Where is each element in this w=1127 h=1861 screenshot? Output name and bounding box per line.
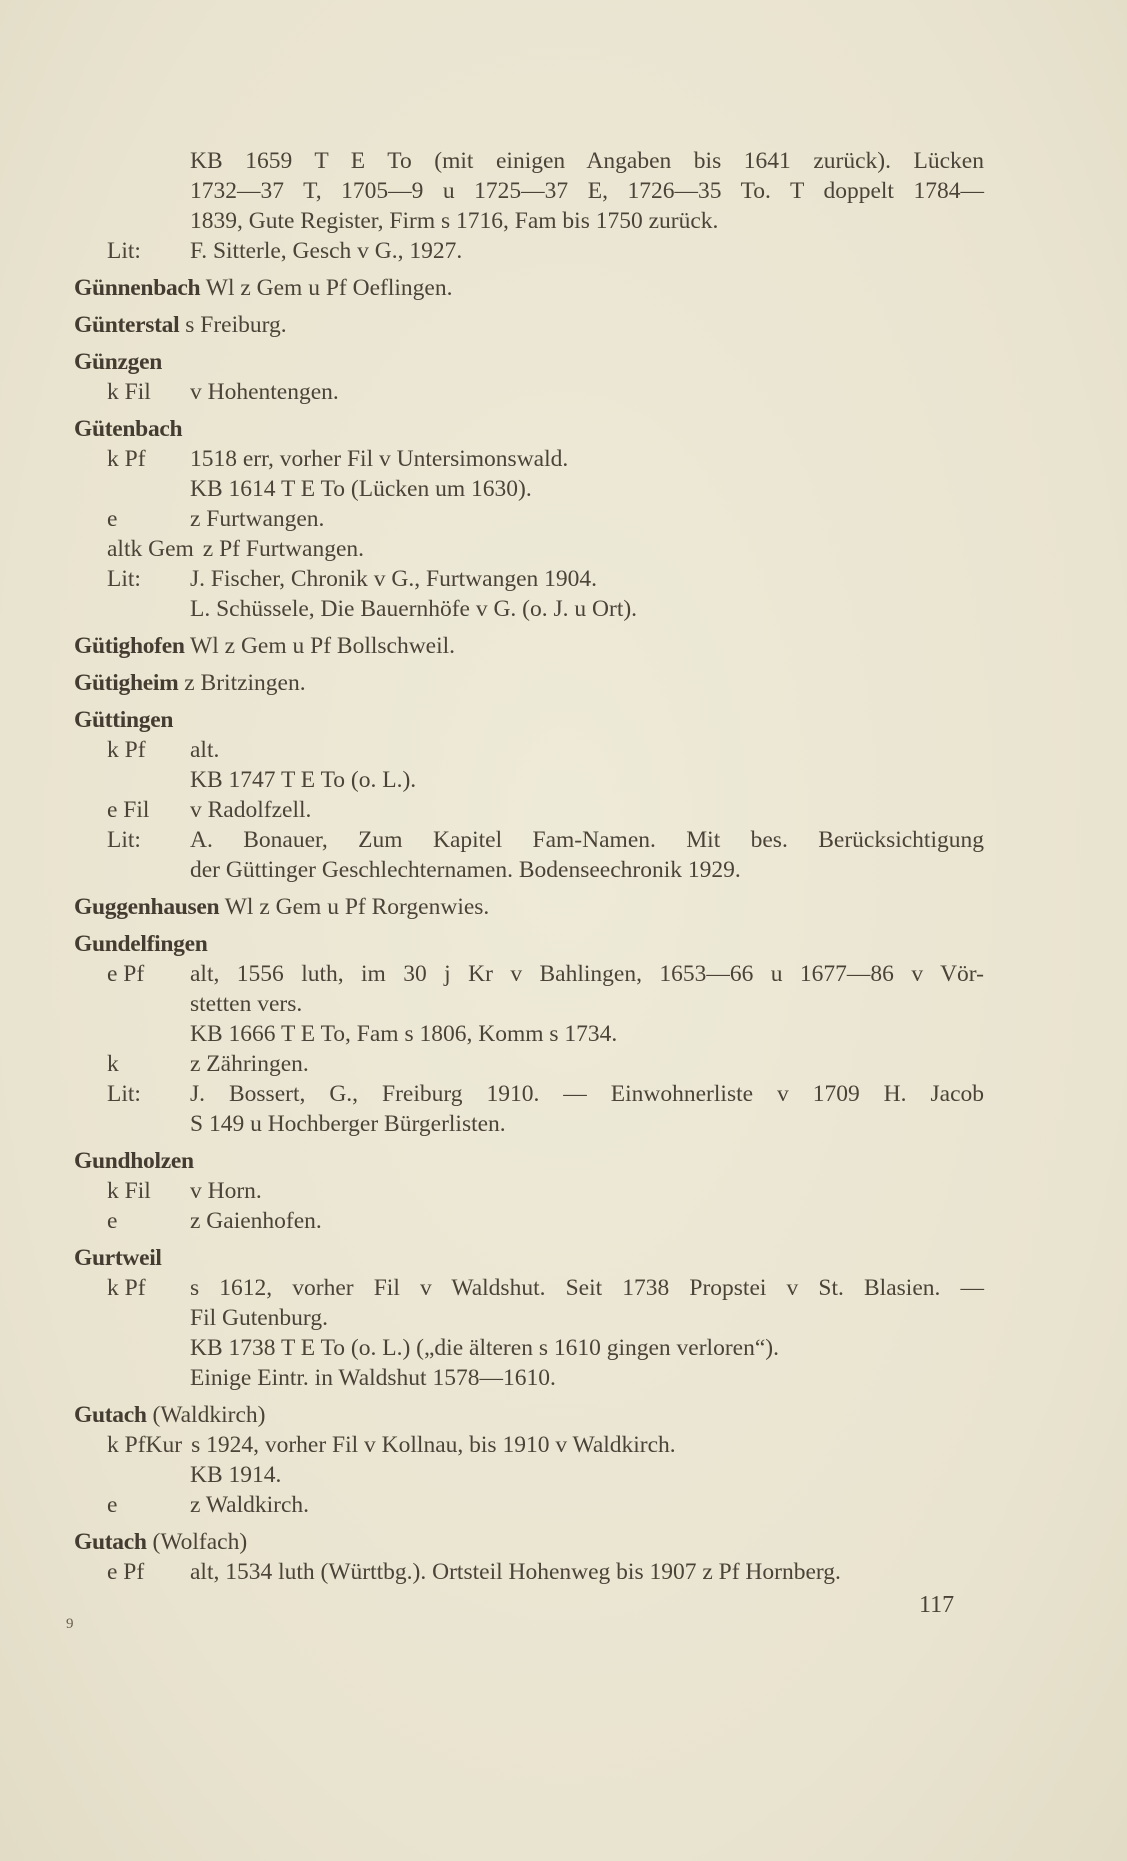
entry-line xyxy=(74,1333,984,1363)
entry-line xyxy=(74,1019,984,1049)
entry-line xyxy=(74,1109,984,1139)
entry-line xyxy=(74,504,984,534)
row-label: k Pf xyxy=(107,1275,146,1301)
row-text: KB 1914. xyxy=(190,1462,282,1488)
row-label: k xyxy=(107,1051,119,1077)
entry-note: (Wolfach) xyxy=(146,1529,248,1555)
entry-heading xyxy=(74,668,984,698)
row-label: k Fil xyxy=(107,379,151,405)
entry-note: Wl z Gem u Pf Bollschweil. xyxy=(184,633,456,659)
row-label: e Pf xyxy=(107,1559,145,1585)
entry-line xyxy=(74,795,984,825)
row-text: stetten vers. xyxy=(190,991,303,1017)
entry-line xyxy=(74,1460,984,1490)
entry-line xyxy=(74,1557,984,1587)
row-text: s 1612, vorher Fil v Waldshut. Seit 1738 Propstei v St. Blasien. — xyxy=(190,1275,984,1301)
entry-note: Wl z Gem u Pf Rorgenwies. xyxy=(219,894,490,920)
row-text: KB 1738 T E To (o. L.) („die älteren s 1610 gingen verloren“). xyxy=(190,1335,779,1361)
entry-line xyxy=(74,1363,984,1393)
row-text: KB 1747 T E To (o. L.). xyxy=(190,767,417,793)
entry-line xyxy=(74,236,984,266)
entry-line xyxy=(74,765,984,795)
row-label: Lit: xyxy=(107,1081,141,1107)
page-number: 117 xyxy=(919,1592,955,1618)
row-label: Lit: xyxy=(107,827,141,853)
row-text: L. Schüssele, Die Bauernhöfe v G. (o. J. u Ort). xyxy=(190,596,638,622)
row-text: z Furtwangen. xyxy=(190,506,325,532)
entry-note: Wl z Gem u Pf Oeflingen. xyxy=(200,275,453,301)
entry-line xyxy=(74,534,984,564)
entry-heading xyxy=(74,705,984,735)
row-text: KB 1666 T E To, Fam s 1806, Komm s 1734. xyxy=(190,1021,618,1047)
place-name: Gundelfingen xyxy=(74,931,208,957)
row-text: z Gaienhofen. xyxy=(190,1208,322,1234)
entry xyxy=(74,414,984,624)
entry xyxy=(74,347,984,407)
row-text: alt, 1556 luth, im 30 j Kr v Bahlingen, 1653—66 u 1677—86 v Vör- xyxy=(190,961,984,987)
entry xyxy=(74,1243,984,1393)
entry-line xyxy=(74,989,984,1019)
row-label: k Pf xyxy=(107,737,146,763)
row-text: J. Fischer, Chronik v G., Furtwangen 1904. xyxy=(190,566,598,592)
row-text: F. Sitterle, Gesch v G., 1927. xyxy=(190,238,463,264)
entry-line xyxy=(74,1176,984,1206)
entry-line xyxy=(74,377,984,407)
place-name: Günterstal xyxy=(74,312,180,338)
row-label: Lit: xyxy=(107,238,141,264)
row-label: e xyxy=(107,506,118,532)
entry-line xyxy=(74,1273,984,1303)
entry-line xyxy=(74,1049,984,1079)
place-name: Gutach xyxy=(74,1529,147,1555)
place-name: Gütigheim xyxy=(74,670,179,696)
row-text: der Güttinger Geschlechternamen. Bodenseechronik 1929. xyxy=(190,857,741,883)
place-name: Gundholzen xyxy=(74,1148,194,1174)
row-label: e Pf xyxy=(107,961,145,987)
entry-line xyxy=(74,1303,984,1333)
row-label: Lit: xyxy=(107,566,141,592)
row-text: 1839, Gute Register, Firm s 1716, Fam bis 1750 zurück. xyxy=(190,208,719,234)
entry-note: (Waldkirch) xyxy=(146,1402,266,1428)
entry xyxy=(74,146,984,266)
entry-note: s Freiburg. xyxy=(179,312,287,338)
entry-line xyxy=(74,1206,984,1236)
entry-line xyxy=(74,146,984,176)
entry-heading xyxy=(74,1243,984,1273)
entry-heading xyxy=(74,273,984,303)
entry-heading xyxy=(74,631,984,661)
row-text: KB 1614 T E To (Lücken um 1630). xyxy=(190,476,532,502)
entry-heading xyxy=(74,1146,984,1176)
row-label: k PfKur xyxy=(107,1432,183,1458)
row-text: Fil Gutenburg. xyxy=(190,1305,328,1331)
row-text: KB 1659 T E To (mit einigen Angaben bis 1641 zurück). Lücken xyxy=(190,148,984,174)
row-label: e xyxy=(107,1208,118,1234)
entry-line xyxy=(74,176,984,206)
row-text: J. Bossert, G., Freiburg 1910. — Einwohnerliste v 1709 H. Jacob xyxy=(190,1081,984,1107)
row-text: Einige Eintr. in Waldshut 1578—1610. xyxy=(190,1365,556,1391)
entry-line xyxy=(74,735,984,765)
entry xyxy=(74,1527,984,1587)
row-text: 1732—37 T, 1705—9 u 1725—37 E, 1726—35 To. T doppelt 1784— xyxy=(190,178,984,204)
entry-line xyxy=(74,1490,984,1520)
entry-line xyxy=(74,855,984,885)
entry-line xyxy=(74,1079,984,1109)
row-text: v Hohentengen. xyxy=(190,379,339,405)
entry-heading xyxy=(74,1400,984,1430)
place-name: Günnenbach xyxy=(74,275,201,301)
entry xyxy=(74,705,984,885)
entry-line xyxy=(74,825,984,855)
entry xyxy=(74,929,984,1139)
entry-heading xyxy=(74,414,984,444)
entry xyxy=(74,273,984,303)
entry-line xyxy=(74,594,984,624)
entry-note: z Britzingen. xyxy=(178,670,306,696)
gazetteer-entries xyxy=(74,146,984,1587)
corner-mark: 9 xyxy=(66,1616,74,1632)
entry-heading xyxy=(74,892,984,922)
entry xyxy=(74,631,984,661)
entry-line xyxy=(74,474,984,504)
place-name: Gütenbach xyxy=(74,416,183,442)
entry-line xyxy=(74,206,984,236)
row-label: e Fil xyxy=(107,797,150,823)
entry-heading xyxy=(74,1527,984,1557)
row-text: A. Bonauer, Zum Kapitel Fam-Namen. Mit bes. Berücksichtigung xyxy=(190,827,984,853)
row-text: v Horn. xyxy=(190,1178,262,1204)
row-text: z Zähringen. xyxy=(190,1051,309,1077)
row-text: z Pf Furtwangen. xyxy=(202,536,365,562)
row-label: altk Gem xyxy=(107,536,194,562)
row-label xyxy=(107,146,190,176)
entry-line xyxy=(74,959,984,989)
row-label: e xyxy=(107,1492,118,1518)
row-text: alt. xyxy=(190,737,220,763)
place-name: Gütighofen xyxy=(74,633,185,659)
place-name: Günzgen xyxy=(74,349,162,375)
entry xyxy=(74,892,984,922)
row-label: k Pf xyxy=(107,446,146,472)
row-text: v Radolfzell. xyxy=(190,797,312,823)
entry xyxy=(74,310,984,340)
entry xyxy=(74,668,984,698)
entry-line xyxy=(74,564,984,594)
entry-line xyxy=(74,444,984,474)
place-name: Gutach xyxy=(74,1402,147,1428)
entry xyxy=(74,1400,984,1520)
place-name: Güttingen xyxy=(74,707,174,733)
place-name: Gurtweil xyxy=(74,1245,162,1271)
entry-heading xyxy=(74,310,984,340)
entry-heading xyxy=(74,929,984,959)
place-name: Guggenhausen xyxy=(74,894,220,920)
entry-line xyxy=(74,1430,984,1460)
row-label: k Fil xyxy=(107,1178,151,1204)
row-text: 1518 err, vorher Fil v Untersimonswald. xyxy=(190,446,569,472)
row-text: z Waldkirch. xyxy=(190,1492,310,1518)
row-text: S 149 u Hochberger Bürgerlisten. xyxy=(190,1111,506,1137)
entry-heading xyxy=(74,347,984,377)
row-text: s 1924, vorher Fil v Kollnau, bis 1910 v Waldkirch. xyxy=(191,1432,676,1458)
entry xyxy=(74,1146,984,1236)
row-text: alt, 1534 luth (Württbg.). Ortsteil Hohenweg bis 1907 z Pf Hornberg. xyxy=(190,1559,841,1585)
